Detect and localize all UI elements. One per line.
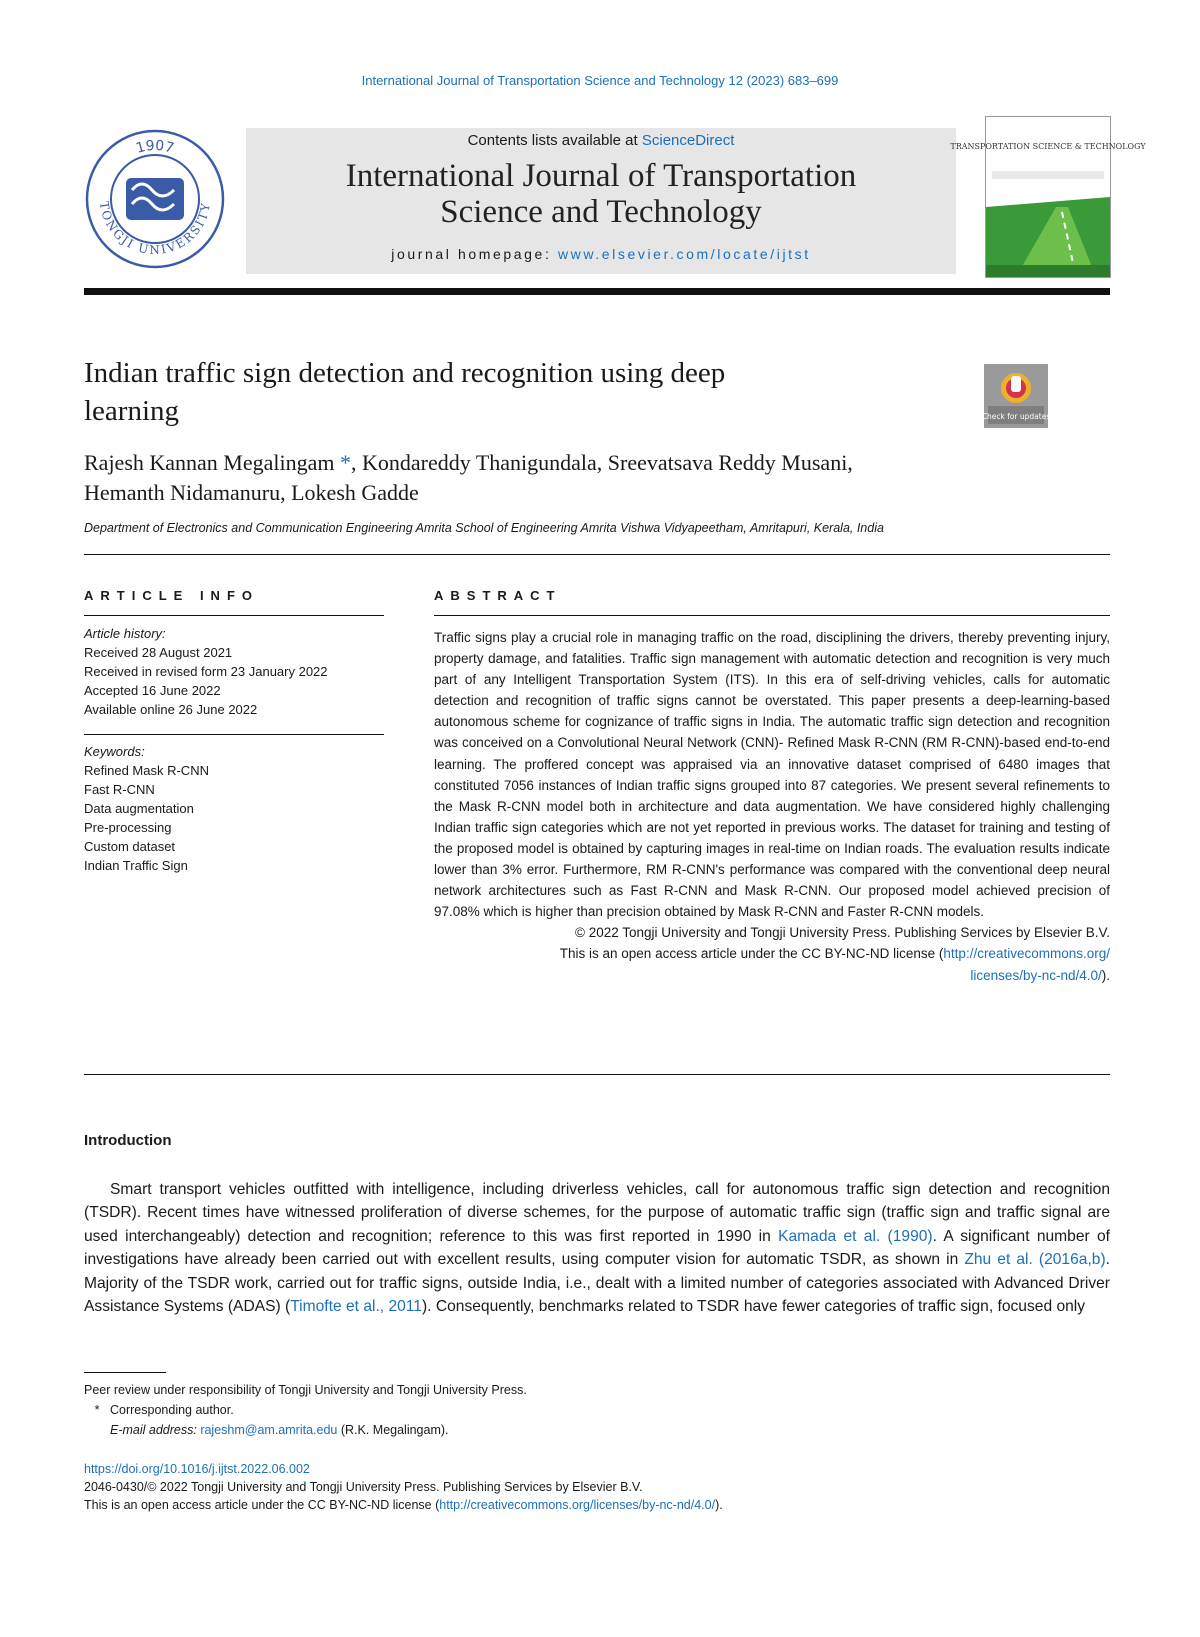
author-list: [84, 448, 1044, 508]
copyright-line1: © 2022 Tongji University and Tongji University Press. Publishing Services by Elsevier B.V.: [575, 925, 1110, 941]
ref-timofte-2011[interactable]: Timofte et al., 2011: [290, 1298, 422, 1316]
contents-prefix: Contents lists available at: [467, 132, 642, 149]
publication-info: [84, 1460, 1110, 1514]
cover-illustration: [950, 117, 1146, 277]
introduction-heading: Introduction: [84, 1132, 172, 1149]
abstract-text: Traffic signs play a crucial role in managing traffic on the road, disciplining the drivers, thereby preventing injury, property damage, and fatalities. Traffic sign management with automatic detection and recognition is very much part of any Intelligent Transportation System (ITS). In this era of self-driving vehicles, calls for automatic detection and recognition of traffic signs cannot be overstated. This paper presents a deep-learning-based autonomous scheme for cognizance of traffic signs in India. The automatic traffic sign detection and recognition was conceived on a Convolutional Neural Network (CNN)- Refined Mask R-CNN (RM R-CNN)-based end-to-end learning. The proffered concept was appraised via an innovative dataset comprised of 6480 images that constituted 7056 instances of Indian traffic signs grouped into 87 categories. We present several refinements to the Mask R-CNN model both in architecture and data augmentation. We have considered highly challenging Indian traffic sign categories which are not yet reported in previous works. The dataset for training and testing of the proposed model is obtained by capturing images in real-time on Indian roads. The evaluation results indicate lower than 3% error. Furthermore, RM R-CNN's performance was compared with the conventional deep neural network architectures such as Fast R-CNN and Mask R-CNN. Our proposed model achieved precision of 97.08% which is higher than precision obtained by Mask R-CNN and Faster R-CNN models.: [434, 630, 1110, 920]
open-access-line: [84, 1496, 1110, 1514]
authors-line1-rest: , Kondareddy Thanigundala, Sreevatsava Reddy Musani,: [351, 450, 853, 475]
license-link-part1[interactable]: http://creativecommons.org/: [943, 946, 1110, 962]
corresponding-author-mark[interactable]: *: [334, 450, 351, 475]
intro-text-d: ). Consequently, benchmarks related to TSDR have fewer categories of traffic sign, focused only: [421, 1298, 1086, 1316]
check-for-updates-badge[interactable]: [981, 364, 1051, 428]
logo-name: TONGJI UNIVERSITY: [96, 200, 214, 258]
ref-zhu-2016[interactable]: Zhu et al. (2016a,b): [964, 1251, 1106, 1269]
affiliation: Department of Electronics and Communication Engineering Amrita School of Engineering Amrita Vishwa Vidyapeetham, Amritapuri, Kerala, India: [84, 521, 884, 535]
ref-kamada-1990[interactable]: Kamada et al. (1990): [778, 1227, 933, 1245]
journal-title: [246, 158, 956, 230]
journal-title-line2: Science and Technology: [440, 194, 762, 230]
logo-year: 1907: [134, 137, 176, 157]
keywords: [84, 742, 384, 875]
keyword: Pre-processing: [84, 820, 172, 835]
article-title-line2: learning: [84, 395, 180, 427]
keywords-divider: [84, 734, 384, 735]
keywords-caption: Keywords:: [84, 744, 145, 759]
copyright-line2: [434, 943, 1110, 964]
history-item: Available online 26 June 2022: [84, 702, 258, 717]
masthead-rule: [84, 288, 1110, 295]
journal-homepage: [246, 246, 956, 262]
intro-text-b: . A significant number of investigations have already been carried out with excellent results, using computer vision for automatic TSDR, as shown in: [84, 1227, 1110, 1269]
keyword: Custom dataset: [84, 839, 176, 854]
sciencedirect-link[interactable]: ScienceDirect: [641, 132, 735, 149]
authors-line1: [84, 448, 1044, 478]
article-info-divider: [84, 615, 384, 616]
license-prefix: This is an open access article under the CC BY-NC-ND license (: [84, 1498, 440, 1512]
abstract-bottom-rule: [84, 1074, 1110, 1075]
running-head: International Journal of Transportation Science and Technology 12 (2023) 683–699: [361, 73, 839, 88]
article-title: [84, 354, 884, 430]
copyright-line3: [434, 965, 1110, 986]
article-title-line1: Indian traffic sign detection and recognition using deep: [84, 357, 726, 389]
doi-link[interactable]: https://doi.org/10.1016/j.ijtst.2022.06.002: [84, 1462, 310, 1476]
abstract-divider: [434, 615, 1110, 616]
homepage-link[interactable]: www.elsevier.com/locate/ijtst: [557, 246, 811, 262]
keyword: Refined Mask R-CNN: [84, 763, 209, 778]
tongji-university-logo: [84, 128, 226, 270]
abstract-heading: ABSTRACT: [434, 588, 562, 603]
history-item: Accepted 16 June 2022: [84, 683, 221, 698]
email-caption: E-mail address:: [110, 1423, 201, 1437]
keyword: Data augmentation: [84, 801, 194, 816]
history-item: Received in revised form 23 January 2022: [84, 664, 328, 679]
abstract-copyright: [434, 922, 1110, 985]
footnotes: [84, 1380, 1110, 1440]
email-link[interactable]: rajeshm@am.amrita.edu: [200, 1423, 338, 1437]
contents-line: [246, 132, 956, 149]
bottom-license-link[interactable]: http://creativecommons.org/licenses/by-nc-nd/4.0/: [439, 1498, 716, 1512]
badge-text: Check for updates: [981, 412, 1051, 421]
intro-text-a: Smart transport vehicles outfitted with intelligence, including driverless vehicles, call for autonomous traffic sign detection and recognition (TSDR). Recent times have witnessed proliferation of diverse schemes, for the purpose of automatic traffic sign (traffic sign and traffic signal are used interchangeably) detection and recognition; reference to this was first reported in 1990 in: [84, 1181, 1110, 1245]
copyright-line2-prefix: This is an open access article under the CC BY-NC-ND license (: [559, 946, 944, 962]
license-link-part2[interactable]: licenses/by-nc-nd/4.0/: [970, 967, 1102, 983]
issn-line: 2046-0430/© 2022 Tongji University and Tongji University Press. Publishing Services by Elsevier B.V.: [84, 1480, 643, 1494]
history-caption: Article history:: [84, 626, 166, 641]
footnote-star: *: [94, 1403, 100, 1417]
peer-review-note: Peer review under responsibility of Tongji University and Tongji University Press.: [84, 1383, 527, 1397]
header-divider: [84, 554, 1110, 555]
copyright-line2-suffix: ).: [1101, 967, 1110, 983]
article-info-heading: ARTICLE INFO: [84, 588, 259, 603]
footnote-rule: [84, 1372, 166, 1373]
journal-cover: [950, 116, 1146, 278]
keyword: Fast R-CNN: [84, 782, 155, 797]
keyword: Indian Traffic Sign: [84, 858, 188, 873]
journal-title-line1: International Journal of Transportation: [345, 158, 857, 194]
article-history: [84, 624, 384, 719]
corresponding-author-note: [84, 1400, 1110, 1420]
corresponding-author-name: Rajesh Kannan Megalingam: [84, 450, 335, 475]
cover-title: TRANSPORTATION SCIENCE & TECHNOLOGY: [950, 142, 1146, 151]
email-suffix: (R.K. Megalingam).: [337, 1423, 449, 1437]
email-note: [84, 1420, 1110, 1440]
introduction-paragraph: [84, 1178, 1110, 1318]
authors-line2: Hemanth Nidamanuru, Lokesh Gadde: [84, 480, 419, 505]
history-item: Received 28 August 2021: [84, 645, 233, 660]
journal-masthead: [246, 128, 956, 274]
intro-text-c: . Majority of the TSDR work, carried out for traffic signs, outside India, i.e., dealt with a limited number of categories associated with Advanced Driver Assistance Systems (ADAS) (: [84, 1251, 1110, 1316]
license-suffix: ).: [715, 1498, 723, 1512]
corresponding-text: Corresponding author.: [110, 1403, 234, 1417]
abstract-body: [434, 627, 1110, 986]
homepage-prefix: journal homepage:: [391, 246, 558, 262]
